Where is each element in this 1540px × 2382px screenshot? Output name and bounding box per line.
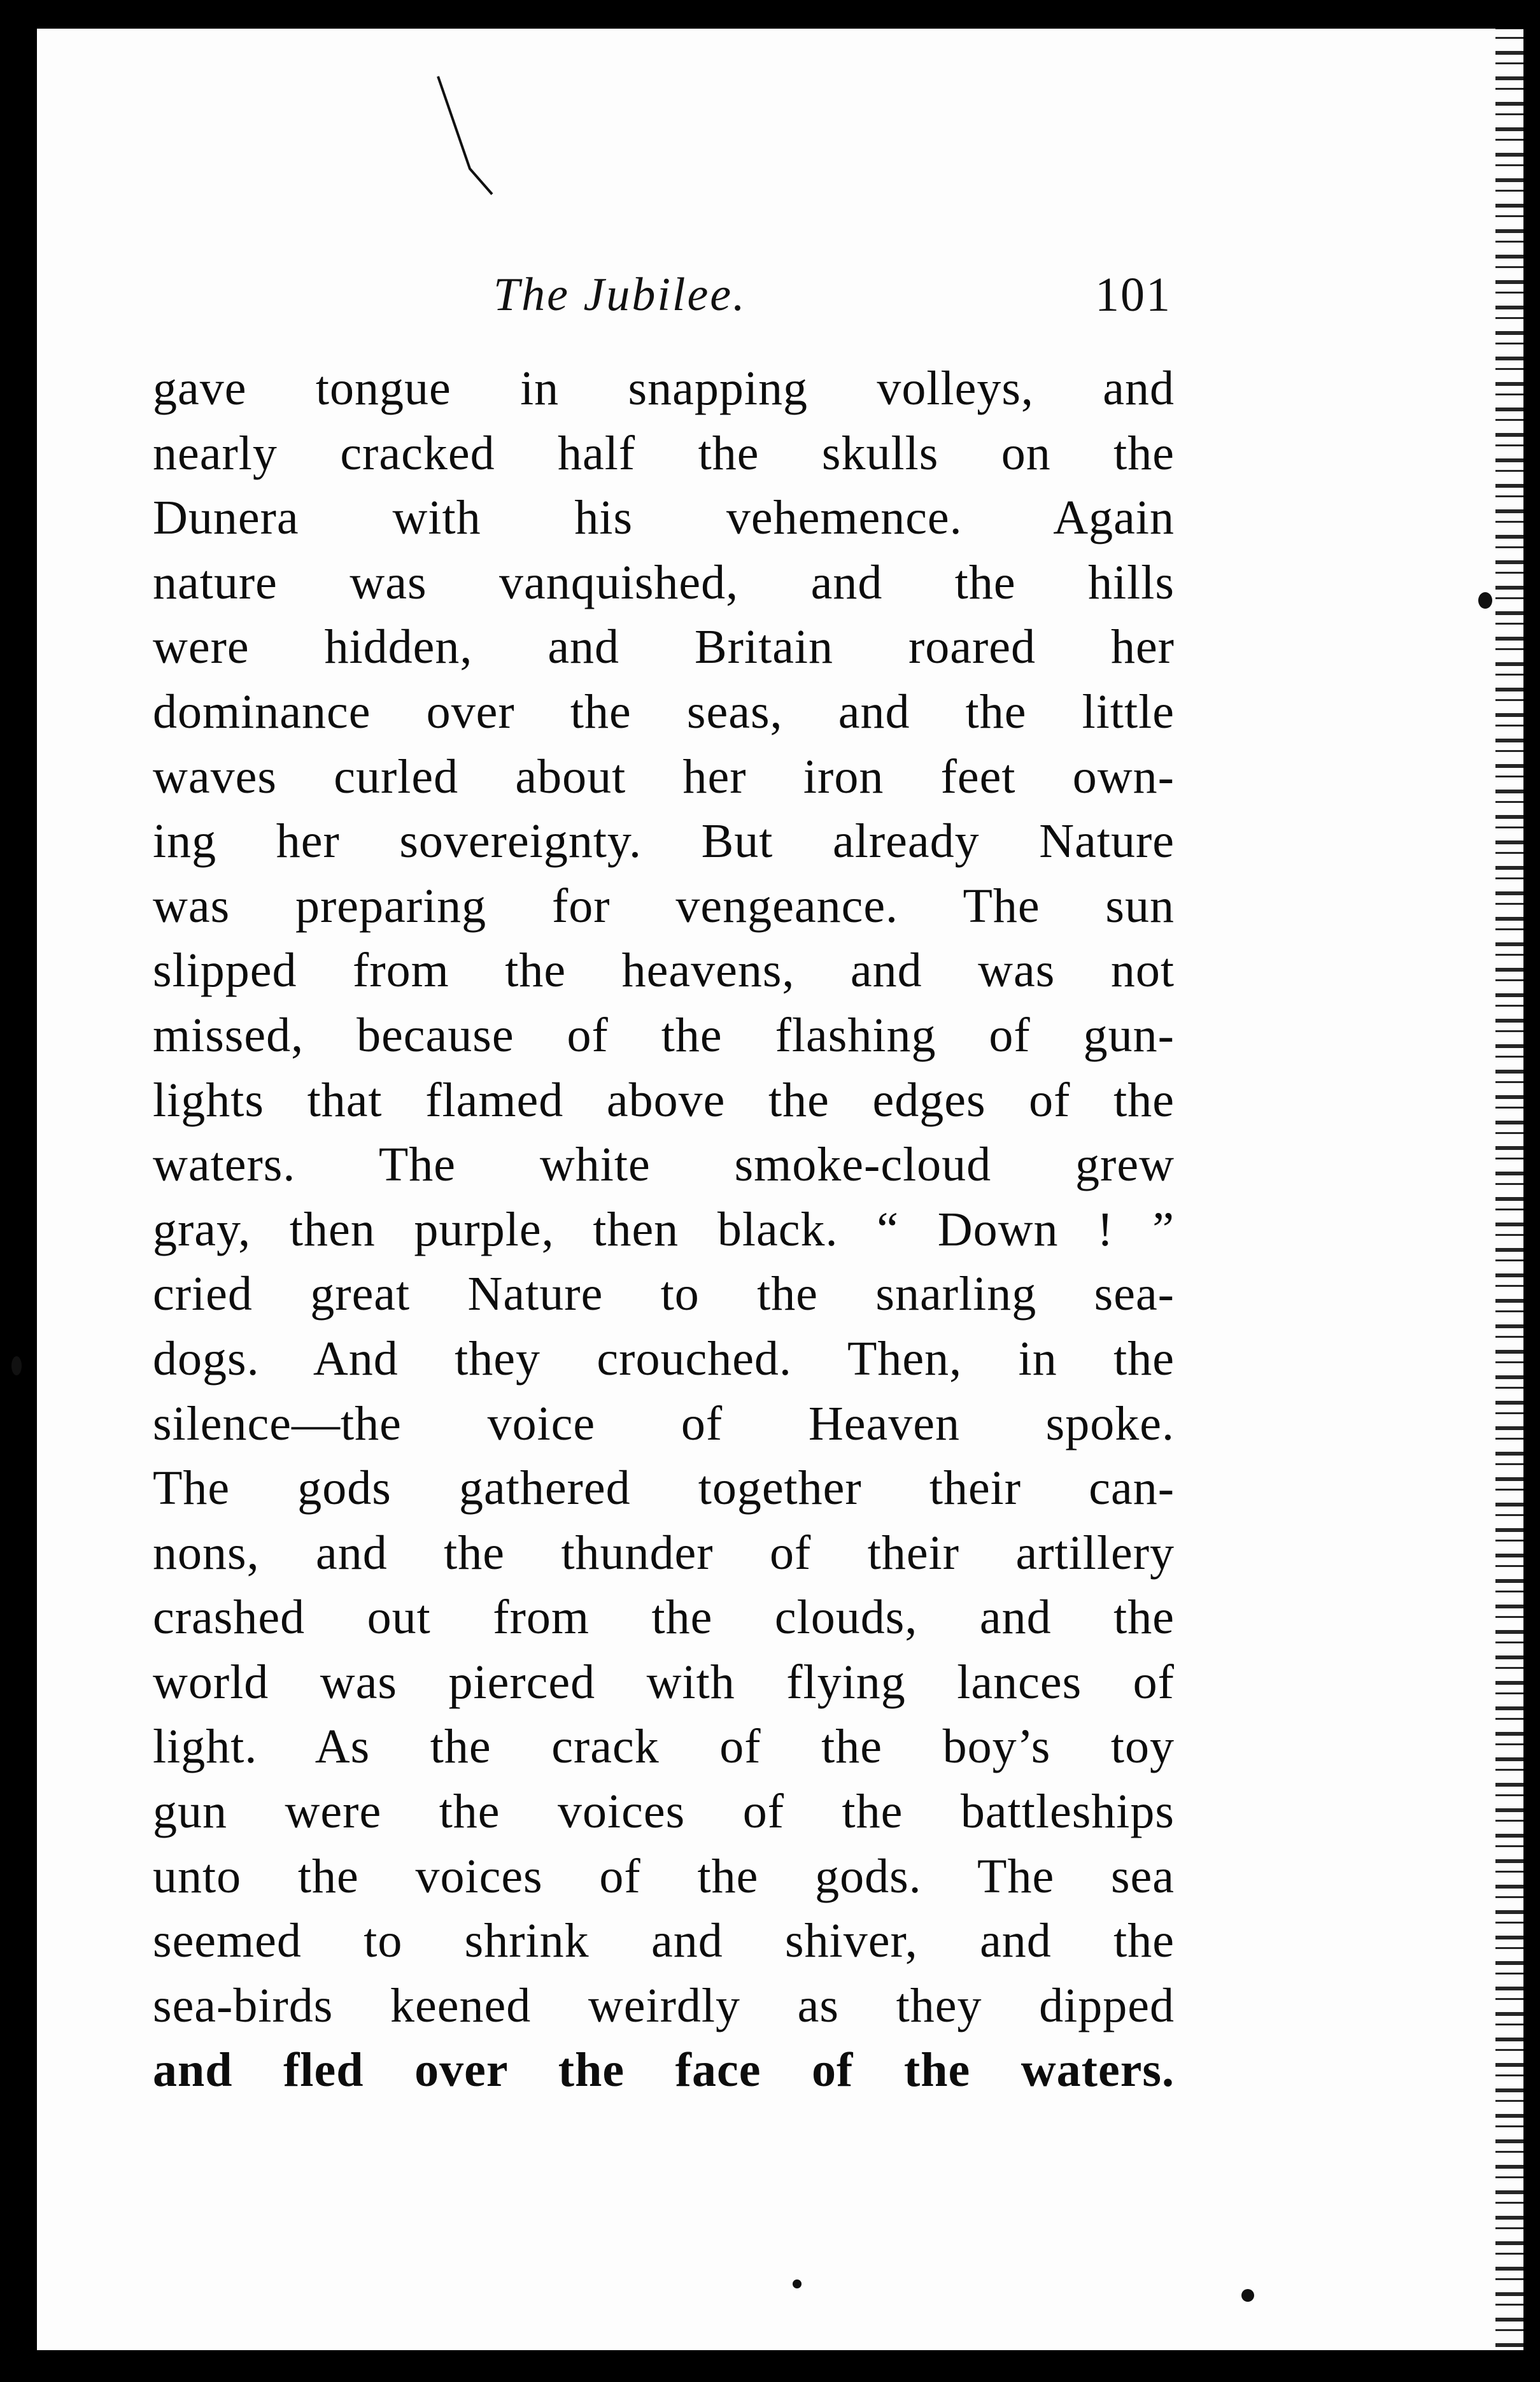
text-line: light. As the crack of the boy’s toy: [153, 1720, 1175, 1774]
text-line: dogs. And they crouched. Then, in the: [153, 1331, 1175, 1386]
text-line: nons, and the thunder of their artillery: [153, 1526, 1175, 1580]
text-line: Dunera with his vehemence. Again: [153, 491, 1175, 545]
text-line: and fled over the face of the waters.: [153, 2043, 1175, 2097]
ink-speck: [793, 2279, 802, 2288]
text-line: lights that flamed above the edges of the: [153, 1073, 1175, 1127]
text-line: gun were the voices of the battleships: [153, 1785, 1175, 1839]
text-line: was preparing for vengeance. The sun: [153, 879, 1175, 933]
scan-right-border: [1523, 0, 1540, 2382]
text-line: world was pierced with flying lances of: [153, 1655, 1175, 1709]
text-line: The gods gathered together their can-: [153, 1461, 1175, 1515]
text-line: slipped from the heavens, and was not: [153, 944, 1175, 998]
text-line: gray, then purple, then black. “ Down ! ”: [153, 1202, 1175, 1256]
running-head-title: The Jubilee.: [493, 269, 747, 321]
text-line: waves curled about her iron feet own-: [153, 749, 1175, 804]
text-line: nature was vanquished, and the hills: [153, 555, 1175, 609]
text-line: unto the voices of the gods. The sea: [153, 1849, 1175, 1903]
pencil-mark: [432, 73, 508, 201]
text-line: silence—the voice of Heaven spoke.: [153, 1396, 1175, 1450]
ink-speck: [1241, 2289, 1254, 2302]
ink-speck: [1478, 592, 1492, 609]
text-line: missed, because of the flashing of gun-: [153, 1008, 1175, 1062]
text-line: seemed to shrink and shiver, and the: [153, 1914, 1175, 1968]
text-line: cried great Nature to the snarling sea-: [153, 1267, 1175, 1321]
scan-bottom-border: [0, 2350, 1540, 2382]
text-line: dominance over the seas, and the little: [153, 684, 1175, 739]
text-line: nearly cracked half the skulls on the: [153, 426, 1175, 480]
ink-speck: [11, 1356, 22, 1375]
scan-top-border: [0, 0, 1540, 31]
running-head: [153, 260, 1171, 330]
text-line: ing her sovereignty. But already Nature: [153, 814, 1175, 868]
text-line: gave tongue in snapping volleys, and: [153, 362, 1175, 415]
page-number: 101: [1095, 268, 1171, 322]
text-line: waters. The white smoke-cloud grew: [153, 1138, 1175, 1192]
body-text: [153, 357, 1175, 2103]
text-line: were hidden, and Britain roared her: [153, 620, 1175, 674]
text-line: sea-birds keened weirdly as they dipped: [153, 1978, 1175, 2032]
text-line: crashed out from the clouds, and the: [153, 1591, 1175, 1645]
